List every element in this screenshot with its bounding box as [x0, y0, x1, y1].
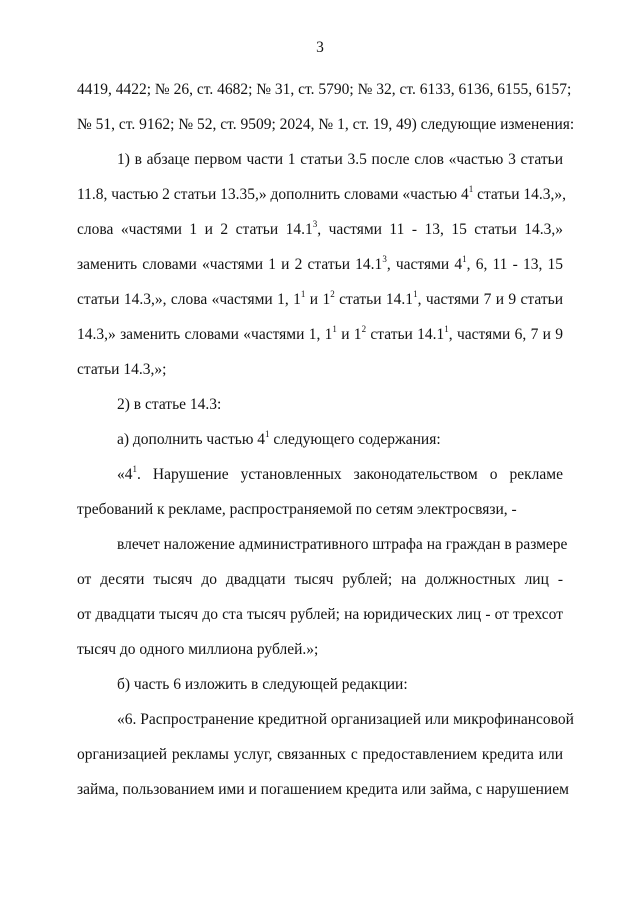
- text-line-2: № 51, ст. 9162; № 52, ст. 9509; 2024, № 1, ст. 19, 49) следующие изменения:: [77, 116, 575, 133]
- text-line-8: 14.3,» заменить словами «частями 1, $1^1$ и $1^2$ статьи 14.1$^1$, частями 6, 7 и 9: [77, 323, 563, 343]
- page-number: 3: [316, 39, 324, 56]
- text-line-16: от двадцати тысяч до ста тысяч рублей; на юридических лиц - от трехсот: [77, 606, 563, 623]
- text-line-5: слова «частями 1 и 2 статьи 14.1$^3$, частями 11 - 13, 15 статьи 14.3,»: [77, 218, 564, 238]
- text-line-10: 2) в статье 14.3:: [117, 396, 222, 413]
- text-line-17: тысяч до одного миллиона рублей.»;: [77, 641, 319, 658]
- text-line-14: влечет наложение административного штрафа на граждан в размере: [117, 536, 568, 553]
- text-line-21: займа, пользованием ими и погашением кредита или займа, с нарушением: [77, 781, 569, 798]
- text-line-1: 4419, 4422; № 26, ст. 4682; № 31, ст. 5790; № 32, ст. 6133, 6136, 6155, 6157;: [77, 81, 572, 98]
- text-line-20: организацией рекламы услуг, связанных с предоставлением кредита или: [77, 746, 563, 763]
- text-line-7: статьи 14.3,», слова «частями 1, $1^1$ и $1^2$ статьи 14.1$^1$, частями 7 и 9 статьи: [77, 288, 563, 308]
- text-line-18: б) часть 6 изложить в следующей редакции:: [117, 676, 408, 693]
- text-line-19: «6. Распространение кредитной организацией или микрофинансовой: [117, 711, 574, 728]
- text-line-15: от десяти тысяч до двадцати тысяч рублей; на должностных лиц -: [77, 571, 563, 588]
- text-line-4: 11.8, частью 2 статьи 13.35,» дополнить словами «частью $4^1$ статьи 14.3,»,: [77, 183, 567, 203]
- text-line-11: а) дополнить частью $4^1$ следующего содержания:: [117, 428, 441, 448]
- text-line-6: заменить словами «частями 1 и 2 статьи 14.1$^3$, частями $4^1$, 6, 11 - 13, 15: [77, 253, 563, 273]
- text-line-12: «$4^1$. Нарушение установленных законодательством о рекламе: [117, 463, 563, 483]
- text-line-3: 1) в абзаце первом части 1 статьи 3.5 после слов «частью 3 статьи: [117, 151, 563, 168]
- text-line-13: требований к рекламе, распространяемой по сетям электросвязи, -: [77, 501, 517, 518]
- text-line-9: статьи 14.3,»;: [77, 361, 167, 378]
